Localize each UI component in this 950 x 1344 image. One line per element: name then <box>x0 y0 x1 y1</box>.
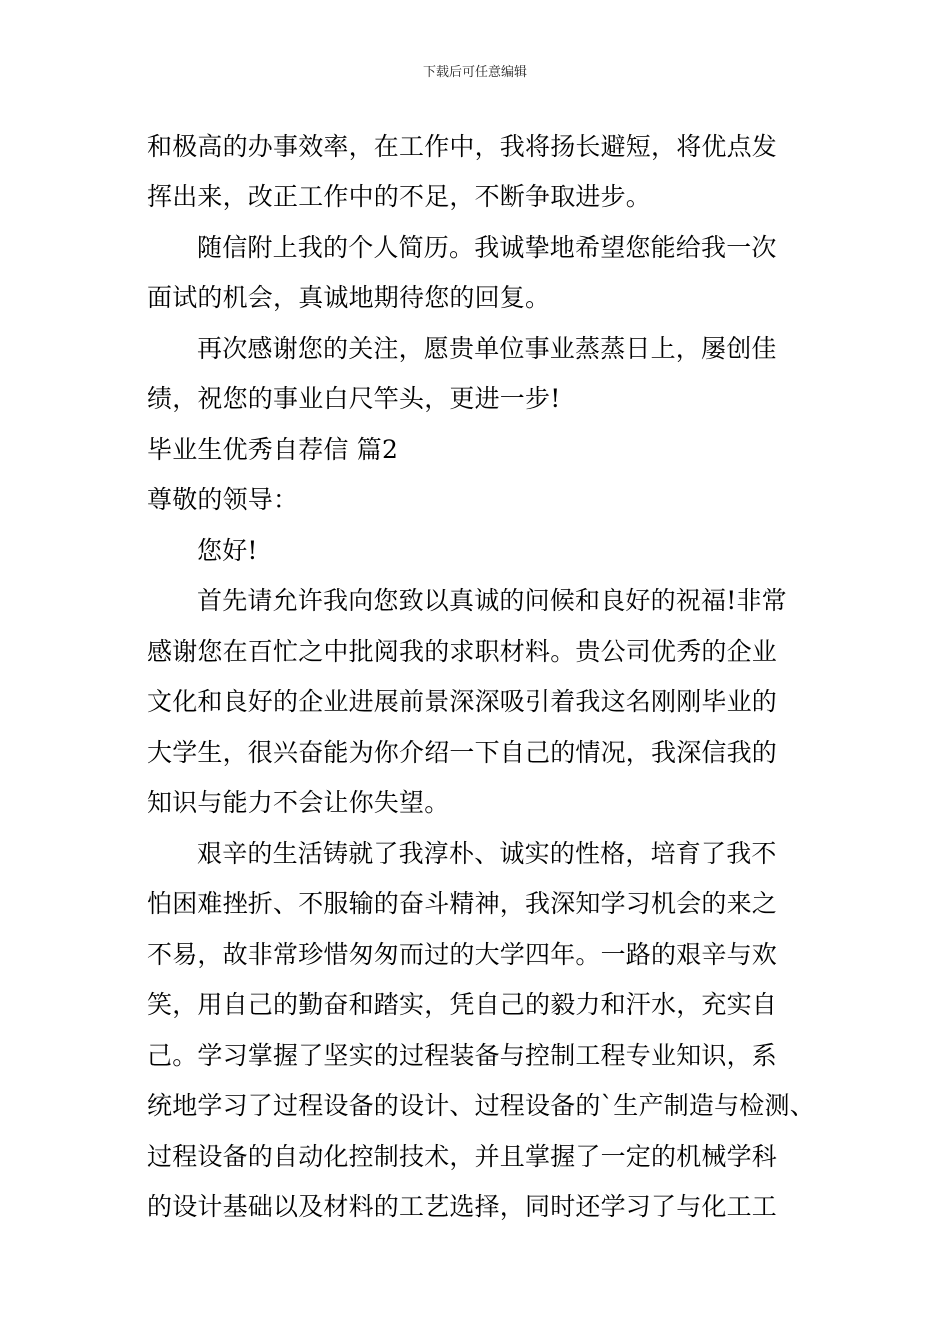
body-line-22: 的设计基础以及材料的工艺选择，同时还学习了与化工工 <box>147 1192 778 1221</box>
body-line-10: 首先请允许我向您致以真诚的问候和良好的祝福!非常 <box>197 586 787 615</box>
body-line-21: 过程设备的自动化控制技术，并且掌握了一定的机械学科 <box>147 1142 778 1171</box>
body-line-13: 大学生，很兴奋能为你介绍一下自己的情况，我深信我的 <box>147 738 778 767</box>
body-line-2: 挥出来，改正工作中的不足，不断争取进步。 <box>147 182 652 211</box>
body-line-3: 随信附上我的个人简历。我诚挚地希望您能给我一次 <box>197 233 777 262</box>
greeting: 您好! <box>197 536 258 565</box>
body-line-1: 和极高的办事效率，在工作中，我将扬长避短，将优点发 <box>147 132 778 161</box>
body-line-6: 绩，祝您的事业白尺竿头，更进一步! <box>147 384 561 413</box>
body-line-14: 知识与能力不会让你失望。 <box>147 788 450 817</box>
body-line-19: 己。学习掌握了坚实的过程装备与控制工程专业知识，系 <box>147 1041 778 1070</box>
section-heading: 毕业生优秀自荐信 篇2 <box>147 435 399 464</box>
salutation: 尊敬的领导： <box>147 485 299 514</box>
body-line-20: 统地学习了过程设备的设计、过程设备的`生产制造与检测、 <box>147 1091 815 1120</box>
body-line-4: 面试的机会，真诚地期待您的回复。 <box>147 283 551 312</box>
body-line-15: 艰辛的生活铸就了我淳朴、诚实的性格，培育了我不 <box>197 839 777 868</box>
body-line-17: 不易，故非常珍惜匆匆而过的大学四年。一路的艰辛与欢 <box>147 940 778 969</box>
body-line-18: 笑，用自己的勤奋和踏实，凭自己的毅力和汗水，充实自 <box>147 990 778 1019</box>
body-line-12: 文化和良好的企业进展前景深深吸引着我这名刚刚毕业的 <box>147 687 778 716</box>
page-header-note: 下载后可任意编辑 <box>422 65 527 80</box>
body-line-11: 感谢您在百忙之中批阅我的求职材料。贵公司优秀的企业 <box>147 637 778 666</box>
body-line-16: 怕困难挫折、不服输的奋斗精神，我深知学习机会的来之 <box>147 889 778 918</box>
body-line-5: 再次感谢您的关注，愿贵单位事业蒸蒸日上，屡创佳 <box>197 334 777 363</box>
